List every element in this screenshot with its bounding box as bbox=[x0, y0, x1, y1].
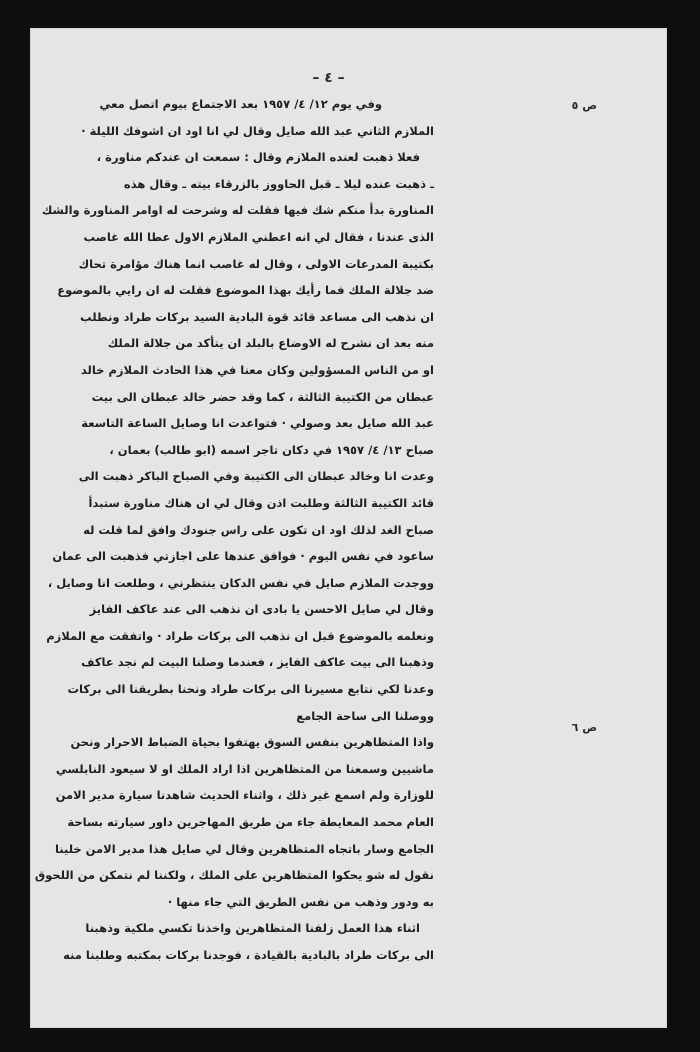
page-number: – ٤ – bbox=[312, 70, 345, 86]
text-line: فعلا ذهبت لعنده الملازم وقال : سمعت ان عندكم مناورة ، bbox=[96, 150, 420, 165]
text-line: قائد الكتيبة الثالثة وطلبت اذن وقال لي ان هناك مناورة ستبدأ bbox=[88, 495, 434, 510]
margin-note-page-6: ص ٦ bbox=[571, 721, 597, 734]
text-line: به ودور وذهب من نفس الطريق التي جاء منها · bbox=[167, 894, 434, 909]
document-body bbox=[34, 91, 434, 969]
text-line: نقول له شو يحكوا المتظاهرين على الملك ، ولكننا لم نتمكن من اللحوق bbox=[34, 868, 434, 883]
text-line: الجامع وسار باتجاه المتظاهرين وقال لي صايل هذا مدير الامن خلينا bbox=[54, 841, 434, 856]
text-line: ووجدت الملازم صايل في نفس الدكان ينتظرني ، وطلعت انا وصايل ، bbox=[47, 575, 434, 590]
text-line: وذهبنا الى بيت عاكف الفايز ، فعندما وصلنا البيت لم نجد عاكف bbox=[81, 655, 434, 670]
text-line: وعدنا لكي نتابع مسيرنا الى بركات طراد ونحنا بطريقنا الى بركات bbox=[67, 682, 434, 697]
text-line: الملازم الثاني عبد الله صايل وقال لي انا اود ان اشوفك الليلة · bbox=[81, 123, 434, 138]
text-line: للوزارة ولم اسمع غير ذلك ، واثناء الحديث شاهدنا سيارة مدير الامن bbox=[55, 788, 434, 803]
text-line: منه بعد ان نشرح له الاوضاع بالبلد ان يتأكد من جلالة الملك bbox=[107, 336, 434, 351]
text-line: صباح ١٣/ ٤/ ١٩٥٧ في دكان تاجر اسمه (ابو طالب) بعمان ، bbox=[109, 442, 434, 457]
text-line: ان نذهب الى مساعد قائد قوة البادية السيد بركات طراد ونطلب bbox=[80, 309, 434, 324]
text-line: ونعلمه بالموضوع قبل ان نذهب الى بركات طراد · واتفقت مع الملازم bbox=[46, 628, 434, 643]
text-line: وفي يوم ١٢/ ٤/ ١٩٥٧ بعد الاجتماع بيوم اتصل معي bbox=[99, 97, 382, 111]
text-line: بكتيبة المدرعات الاولى ، وقال له غاصب انما هناك مؤامرة تحاك bbox=[78, 256, 434, 271]
document-page bbox=[30, 28, 667, 1028]
text-line: ـ ذهبت عنده ليلا ـ قبل الحاووز بالزرقاء بيته ـ وقال هذه bbox=[123, 176, 434, 191]
text-line: عبد الله صايل بعد وصولي · فتواعدت انا وصايل الساعة التاسعة bbox=[81, 416, 434, 431]
text-line: عبطان من الكتيبة الثالثة ، كما وقد حضر خالد عبطان الى بيت bbox=[91, 389, 434, 404]
text-line: ضد جلالة الملك فما رأيك بهذا الموضوع فقلت له ان رايي بالموضوع bbox=[57, 283, 434, 298]
text-line: وعدت انا وخالد عبطان الى الكتيبة وفي الصباح الباكر ذهبت الى bbox=[78, 469, 434, 484]
text-line: وقال لي صايل الاحسن يا بادى ان نذهب الى عند عاكف الفايز bbox=[89, 602, 434, 617]
text-line: ساعود في نفس اليوم · فوافق عندها على اجازتي فذهبت الى عمان bbox=[52, 549, 434, 564]
text-line: الى بركات طراد بالبادية بالقيادة ، فوجدنا بركات بمكتبه وطلبنا منه bbox=[63, 948, 434, 962]
text-line: ماشيين وسمعنا من المتظاهرين اذا اراد الملك او لا سيعود النابلسي bbox=[55, 761, 434, 776]
text-line: او من الناس المسؤولين وكان معنا في هذا الحادث الملازم خالد bbox=[80, 362, 434, 377]
margin-note-page-5: ص ٥ bbox=[571, 99, 597, 112]
text-line: العام محمد المعايطة جاء من طريق المهاجرين داور سيارته بساحة bbox=[67, 815, 434, 830]
text-line: ووصلنا الى ساحة الجامع bbox=[296, 708, 434, 723]
text-line: صباح الغد لذلك اود ان تكون على راس جنودك وافق لما قلت له bbox=[83, 522, 434, 537]
text-line: اثناء هذا العمل زلفنا المتظاهرين واخذنا تكسي ملكية وذهبنا bbox=[85, 921, 420, 936]
text-line: المناورة بدأ منكم شك فيها فقلت له وشرحت له اوامر المناورة والشك bbox=[41, 203, 434, 218]
text-line: واذا المتظاهرين بنفس السوق يهتفوا بحياة الضباط الاحرار ونحن bbox=[70, 735, 434, 750]
text-line: الذى عندنا ، فقال لي انه اعطني الملازم الاول عطا الله غاصب bbox=[83, 229, 434, 244]
